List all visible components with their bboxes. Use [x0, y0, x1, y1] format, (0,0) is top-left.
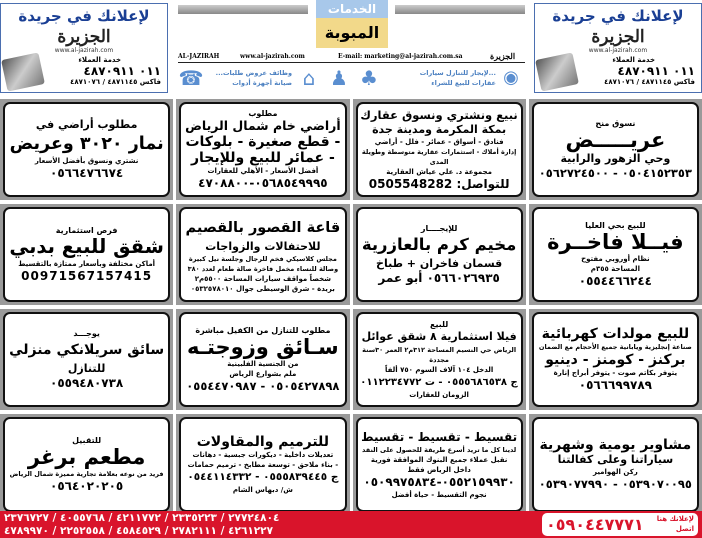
- ad-head2: تقسيط - تقسيط - تقسيط: [361, 430, 518, 444]
- footer-numbers: [4, 512, 536, 537]
- ad-cell: [353, 414, 526, 515]
- ad-small: من الجنسية الفلبينية: [227, 359, 299, 368]
- ad-cell: [0, 99, 173, 200]
- ad-phone: ٠٥٣٩٠٧٠٠٩٥ - ٠٥٣٩٠٧٧٩٩٠: [538, 477, 692, 491]
- header-bar-left: [178, 5, 308, 14]
- classified-ads-grid: [0, 99, 702, 509]
- ad-phone: ٠٥٥٩٤٨٠٧٣٨: [50, 375, 124, 390]
- ad-sub: قسمان فاخران + طباخ: [376, 256, 503, 270]
- advertise-here-label: [657, 514, 694, 534]
- classified-ad[interactable]: [179, 207, 346, 302]
- ad-phone: ٠٥٦٤٠٢٠٢٠٥: [50, 478, 124, 493]
- ad-phone: للتواصل: 0505548282: [368, 177, 510, 191]
- ad-sub: مطلوب أراضي في: [35, 118, 138, 131]
- ad-head2: مشاوير يومية وشهرية: [539, 437, 692, 453]
- ad-small: تعديلات داخلية - ديكورات جبسية - دهانات: [192, 451, 334, 459]
- ad-phone: ج ٠٥٥٥٨٣٩٤٤٥ - ٠٥٤٤١١٤٣٣٢: [187, 471, 339, 483]
- ad-headline: فيــلا فاخــرة: [547, 229, 684, 254]
- ad-small: نقبل عملاء جميع البنوك الموافقة فورية: [370, 456, 508, 464]
- advertise-promo-left: [0, 3, 168, 93]
- ad-headline: مطعم برغر: [27, 444, 146, 469]
- ad-sub: سياراتنا وعلى كفالتنا: [557, 453, 674, 466]
- ad-small: مجلس كلاسيكي فخم للرجال وجلسة نيل كبيرة: [188, 254, 337, 263]
- classified-ad[interactable]: [356, 102, 523, 197]
- ad-phone: ج ٠٥٥٥٦٨٦٥٣٨ - ت ٠١١٢٢٣٤٧٧٢: [360, 376, 518, 388]
- ad-small: نشتري ونسوق بأفضل الأسعار: [34, 157, 139, 165]
- house-car-icon: ⌂: [302, 66, 316, 90]
- ad-cell: [176, 414, 349, 515]
- classified-ad[interactable]: [356, 207, 523, 302]
- ad-small: لدينا كل ما تريد أسرع طريقة للحصول على النقد: [362, 446, 517, 454]
- promo-url[interactable]: www.al-jazirah.com: [54, 47, 114, 54]
- ad-cell: [529, 414, 702, 515]
- ad-sub: للاحتفالات والزواجات: [205, 239, 321, 253]
- promo-title: لإعلانك في جريدة: [18, 7, 150, 25]
- ad-headline: نمار ٣٠٢٠ وعريض: [9, 134, 164, 154]
- ad-small: الدخل ١٠٤ آلاف السوم ٧٥٠ ألفاً: [384, 365, 494, 374]
- classified-ad[interactable]: [3, 207, 170, 302]
- ad-sub: وحي الزهور والرابية: [560, 151, 671, 165]
- ad-headline: سائق سريلانكي منزلي: [9, 341, 165, 358]
- ad-small: ركن الهوامير: [592, 468, 638, 476]
- ad-cell: [529, 309, 702, 410]
- ad-cell: [529, 99, 702, 200]
- ad-phone: ٠٥٦٦٤٧٦٦٧٤: [50, 166, 124, 180]
- advertise-phone: ٠٥٩٠٤٤٧٧٧١: [546, 515, 644, 534]
- ad-cell: [0, 309, 173, 410]
- ad-sub: بمكة المكرمة ومدينة جدة: [372, 123, 507, 136]
- ad-small: نجوم التقسيط - حياة أفضل: [391, 491, 487, 499]
- ad-phone: ٠٥٠٤١٥٢٣٥٣ - ٠٥٦٢٧٢٤٥٠٠: [538, 165, 692, 180]
- header-bar-right: [395, 5, 525, 14]
- website-link[interactable]: www.al-jazirah.com: [240, 53, 305, 60]
- ad-pre: مطلوب للتنازل من الكفيل مباشرة: [195, 325, 331, 335]
- promo-fax: فاكس ٤٨٧١١٤٥ / ٤٨٧١٠٧٦: [70, 78, 161, 86]
- al-jazirah-logo: الجزيرة: [57, 27, 111, 47]
- promo-title: لإعلانك في جريدة: [552, 7, 684, 25]
- classified-ad[interactable]: [532, 312, 699, 407]
- brand-top: الخدمات: [316, 0, 388, 18]
- ad-head2: نبيع ونشتري ونسوق عقارك: [360, 108, 518, 122]
- ad-small: داخل الرياض فقط: [407, 466, 471, 474]
- ad-pre: نسوق منح: [595, 118, 636, 128]
- phone-dial-icon: ☎: [178, 66, 204, 90]
- ad-small: أماكن مختلفة وبأسعار ممتازة بالتقسيط: [18, 259, 156, 268]
- email-link[interactable]: E-mail: marketing@al-jazirah.com.sa: [338, 53, 463, 60]
- ad-headline: سـائق وزوجتـه: [187, 334, 339, 359]
- cta-top: لإعلانك هنا: [656, 515, 694, 523]
- classified-ad[interactable]: [3, 102, 170, 197]
- promo-phone: ٠١١ ٤٨٧٠٩١١: [617, 64, 695, 78]
- ad-small: - بناء ملاحق - توسعة مطابخ - ترميم حمامات: [187, 461, 339, 469]
- ad-small: الزومان للعقارات: [409, 390, 469, 399]
- classified-ad[interactable]: [532, 102, 699, 197]
- classified-ad[interactable]: [532, 207, 699, 302]
- ad-small: مجموعة د. علي عياش العقارية: [386, 168, 492, 176]
- advertise-promo-right: [534, 3, 702, 93]
- header-logo: الجزيرة: [490, 51, 516, 61]
- footer-numbers-line: ٢٧٧٢٤٨٠٤ / ٢٣٣٥٢٢٣ / ٤٢١١٧٧٢ / ٤٠٥٥٧٦٨ / ٢٣٧٦٧٢٧: [4, 512, 280, 524]
- people-icon: ♟: [330, 66, 348, 90]
- service-label: عقارات للبيع للشراء: [431, 79, 496, 87]
- classified-ad[interactable]: [179, 102, 346, 197]
- promo-customer-service: خدمة العملاء: [78, 56, 121, 64]
- tree-house-icon: ♣: [360, 66, 378, 90]
- services-right: [386, 68, 496, 88]
- ad-head2: بركنز - كومنز - دينيو: [545, 352, 686, 368]
- ad-small: بريدة - شرق الوسيطى جوال ٠٥٣٢٥٧٨٠١٠: [190, 284, 335, 293]
- service-label: ...لإيجار للتنازل سيارات: [419, 69, 496, 77]
- ad-cell: [176, 204, 349, 305]
- ad-small: ملم بشوارع الرياض: [229, 369, 297, 378]
- ad-small: وصالة للنساء مخمل فاخرة صالة طعام لعدد ٣٨٠: [187, 264, 339, 273]
- map-icon: ◉: [503, 67, 519, 88]
- promo-fax: فاكس ٤٨٧١١٤٥ / ٤٨٧١٠٧٦: [604, 78, 695, 86]
- ad-headline: قاعة القصور بالقصيم: [185, 219, 341, 236]
- ad-cell: [0, 204, 173, 305]
- footer-contact-bar: [0, 511, 702, 538]
- ad-small: صناعة إنجليزية ويابانية جميع الأحجام مع الضمان: [538, 343, 692, 351]
- ad-small: نظام أوروبي مفتوح: [581, 254, 650, 263]
- ad-small: فنادق - أسواق - عمائر - فلل - أراضي: [374, 138, 504, 146]
- ad-pre: للتقبيل: [72, 435, 102, 445]
- ad-head2: للترميم والمقاولات: [196, 434, 330, 450]
- classified-ad[interactable]: [356, 312, 523, 407]
- cta-bottom: اتصل: [675, 525, 694, 533]
- classified-ad[interactable]: [3, 417, 170, 512]
- ad-head2: فيلا استثمارية ٨ شقق عوائل: [361, 329, 517, 343]
- footer-numbers-line: ٤٢٦١٢٢٧ / ٢٧٨٢١١١ / ٤٥٨٤٥٢٩ / ٢٢٥٢٥٥٨ / ٤٧٨٩٩٧٠: [4, 524, 273, 537]
- advertise-here-box[interactable]: [542, 513, 698, 536]
- ad-phone: ٠٥٦٦٦٩٩٧٨٩: [578, 378, 652, 392]
- ad-pre: للإيجــــار: [420, 223, 458, 233]
- services-left: [206, 68, 292, 88]
- ad-phone: ٠٥٦٨٥٤٩٩٩٥-٤٧٠٨٨٠٠: [198, 175, 328, 190]
- promo-customer-service: خدمة العملاء: [612, 56, 655, 64]
- promo-phone: ٠١١ ٤٨٧٠٩١١: [83, 64, 161, 78]
- ad-cell: [529, 204, 702, 305]
- ad-pre: للبيع بحي العليا: [585, 220, 646, 230]
- ad-small: المساحة ٣٥٥م: [590, 264, 640, 273]
- ad-pre: فرص استثمارية: [55, 225, 118, 235]
- ad-small: فريد من نوعه بعلامة تجارية مميزة شمال الرياض: [9, 469, 164, 478]
- ad-pre: مطلوب: [248, 108, 278, 118]
- ad-small: أفضل الأسعار - الأهلي للعقارات: [207, 166, 319, 175]
- service-label: وظائف عروض طلبات...: [215, 69, 292, 77]
- promo-url[interactable]: www.al-jazirah.com: [588, 47, 648, 54]
- ad-head2: أراضي خام شمال الرياض: [185, 117, 341, 133]
- ad-pre: للبيع: [430, 319, 449, 329]
- ad-small: ش/ دبهاس الشام: [232, 486, 293, 494]
- divider: [178, 62, 525, 63]
- classified-ad[interactable]: [3, 312, 170, 407]
- ad-phone: ٠٥٦٦٠٢٦٩٣٥ أبو عمر: [378, 270, 500, 285]
- classified-ad[interactable]: [532, 417, 699, 512]
- ad-phone: ٠٥٥٤٤٦٦٢٤٤: [578, 273, 652, 288]
- ad-cell: [353, 309, 526, 410]
- classified-ad[interactable]: [356, 417, 523, 512]
- ad-head2: - عمائر للبيع وللإيجار: [190, 149, 335, 166]
- ad-small: شخصاً مواقف سيارات المساحة ٥٥٠٠م٢: [194, 274, 332, 283]
- ad-headline: عريـــــض: [565, 127, 666, 152]
- ad-small: الرياض حي النسيم المساحة ٣١٢م٢ العمر ٣٠سنة مجددة: [362, 345, 517, 364]
- brand-bottom: المبوبة: [316, 18, 388, 48]
- ad-head2: للبيع مولدات كهربائية: [541, 326, 690, 342]
- service-label: صيانة أجهزة أدوات: [232, 79, 292, 87]
- ad-sub: للتنازل: [67, 361, 106, 375]
- ad-phone: ٠٥٥٢١٥٩٩٣٠-٠٥٠٩٩٧٥٨٣٤: [363, 475, 515, 489]
- ad-phone: 00971567157415: [21, 268, 153, 283]
- ad-head2: - قطع صغيرة - بلوكات: [185, 133, 341, 150]
- classifieds-brand: [316, 0, 388, 50]
- classified-ad[interactable]: [179, 417, 346, 512]
- ad-pre: يوجـــد: [73, 328, 100, 338]
- classified-ad[interactable]: [179, 312, 346, 407]
- al-jazirah-logo: الجزيرة: [591, 27, 645, 47]
- ad-cell: [176, 309, 349, 410]
- ad-cell: [353, 99, 526, 200]
- ad-cell: [0, 414, 173, 515]
- ad-phone: ٠٥٠٥٤٢٧٨٩٨ - ٠٥٥٤٤٧٠٩٨٧: [186, 378, 340, 393]
- ad-headline: شقق للبيع بدبي: [9, 234, 164, 258]
- ad-cell: [176, 99, 349, 200]
- latin-name: AL-JAZIRAH: [178, 53, 220, 60]
- ad-headline: مخيم كرم بالعازرية: [361, 234, 517, 254]
- ad-small: إدارة أملاك - استثمارات عقارية متوسطة وطويلة المدى: [361, 148, 517, 166]
- ad-cell: [353, 204, 526, 305]
- classifieds-header: [178, 0, 525, 95]
- ad-small: يتوفر بكاتم صوت - يتوفر أبراج إنارة: [553, 369, 678, 377]
